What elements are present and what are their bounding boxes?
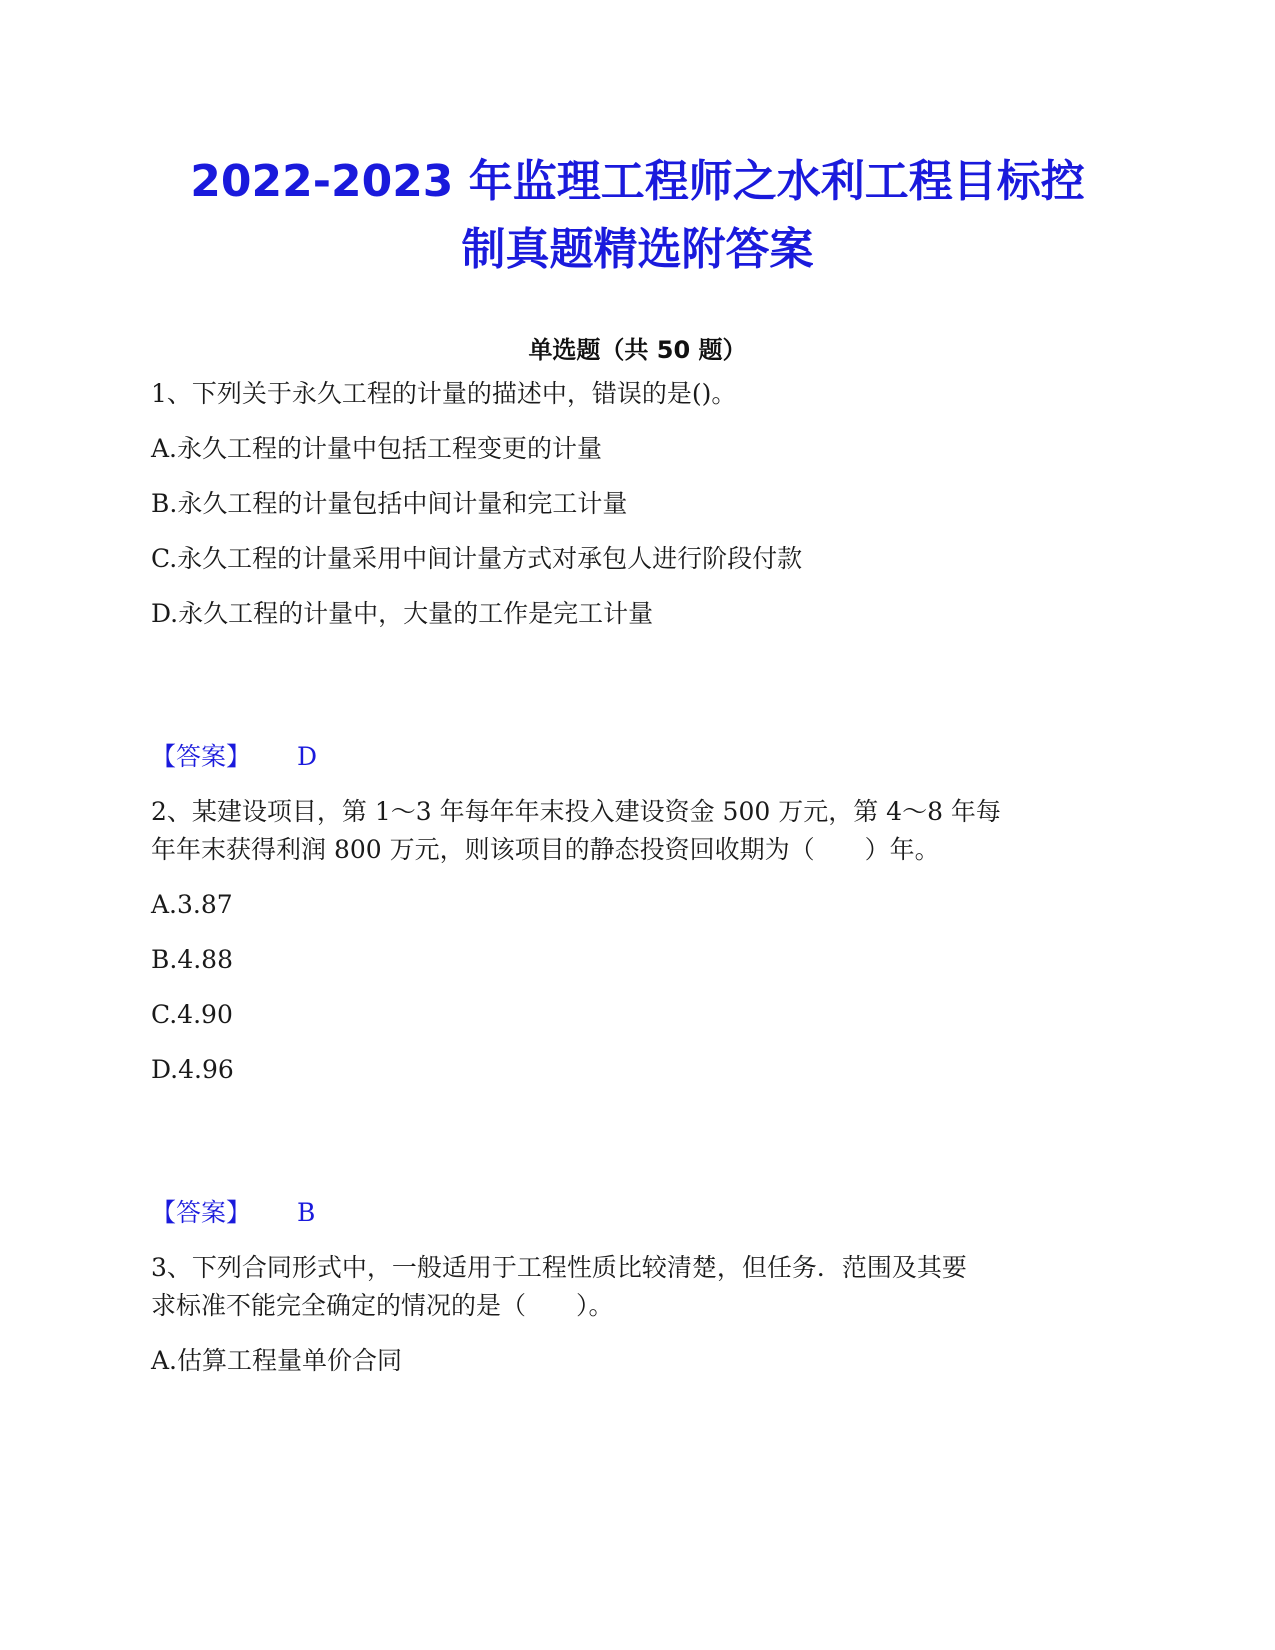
- question-1-option-b: B.永久工程的计量包括中间计量和完工计量: [151, 489, 628, 518]
- answer-value: B: [297, 1198, 316, 1227]
- question-1-option-a: A.永久工程的计量中包括工程变更的计量: [151, 434, 603, 463]
- question-2-option-a: A.3.87: [151, 890, 233, 919]
- question-2-stem-line-2: 年年末获得利润 800 万元，则该项目的静态投资回收期为（ ）年。: [151, 835, 940, 864]
- question-1-stem: 1、下列关于永久工程的计量的描述中，错误的是()。: [151, 379, 737, 408]
- question-3-stem-line-2: 求标准不能完全确定的情况的是（ ）。: [151, 1291, 614, 1320]
- question-1-answer: [151, 739, 317, 775]
- question-2-option-d: D.4.96: [151, 1055, 234, 1084]
- answer-label: 【答案】: [151, 742, 252, 771]
- question-2-stem-line-1: 2、某建设项目，第 1～3 年每年年末投入建设资金 500 万元，第 4～8 年每: [151, 797, 1001, 826]
- question-3-stem-line-1: 3、下列合同形式中，一般适用于工程性质比较清楚，但任务．范围及其要: [151, 1253, 967, 1282]
- question-2-option-c: C.4.90: [151, 1000, 233, 1029]
- title-line-1: 2022-2023 年监理工程师之水利工程目标控: [190, 156, 1085, 207]
- question-1-option-d: D.永久工程的计量中，大量的工作是完工计量: [151, 599, 654, 628]
- question-2-answer: [151, 1195, 315, 1231]
- section-heading: 单选题（共 50 题）: [528, 336, 747, 364]
- question-1-option-c: C.永久工程的计量采用中间计量方式对承包人进行阶段付款: [151, 544, 803, 573]
- answer-label: 【答案】: [151, 1198, 252, 1227]
- question-2-option-b: B.4.88: [151, 945, 233, 974]
- answer-value: D: [297, 742, 318, 771]
- document-title: [130, 148, 1145, 284]
- title-line-2: 制真题精选附答案: [461, 224, 814, 275]
- question-3-option-a: A.估算工程量单价合同: [151, 1346, 403, 1375]
